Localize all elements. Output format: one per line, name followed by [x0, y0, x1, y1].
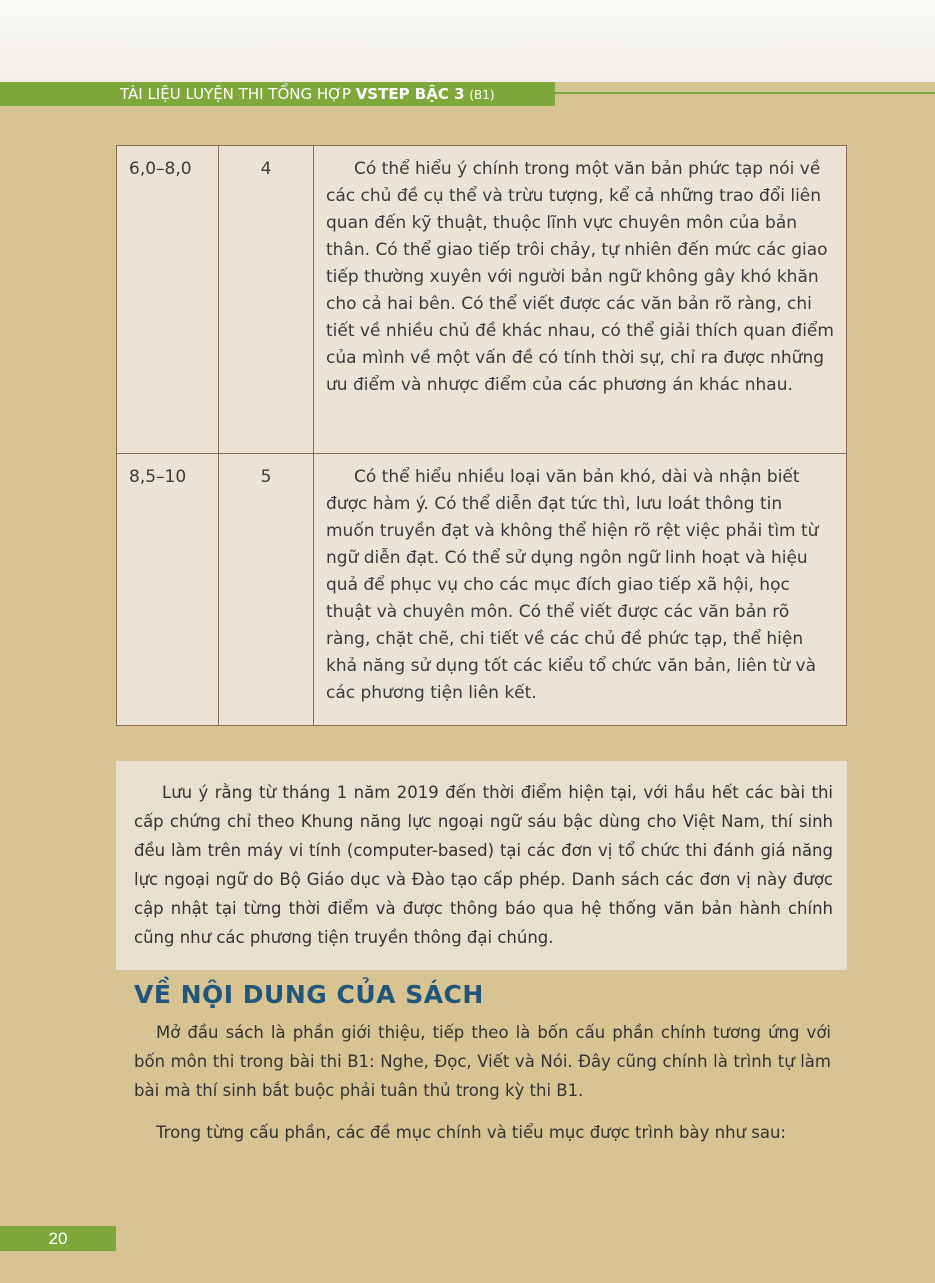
header-brand: VSTEP BẬC 3 — [355, 85, 465, 103]
level-cell: 5 — [219, 454, 314, 726]
header-level: (B1) — [469, 88, 495, 102]
table-row — [117, 454, 847, 726]
table-row — [117, 146, 847, 454]
section-paragraph: Mở đầu sách là phần giới thiệu, tiếp theo là bốn cấu phần chính tương ứng với bốn môn thi trong bài thi B1: Nghe, Đọc, Viết và Nói. Đây cũng chính là trình tự làm bài mà thí sinh bắt buộc phải tuân thủ trong kỳ thi B1. — [134, 1023, 831, 1100]
score-range-cell: 8,5–10 — [117, 454, 219, 726]
header-rule — [555, 92, 935, 94]
page-top-margin — [0, 0, 935, 82]
section-paragraph: Trong từng cấu phần, các đề mục chính và tiểu mục được trình bày như sau: — [156, 1123, 786, 1142]
level-cell: 4 — [219, 146, 314, 454]
header-prefix: TÀI LIỆU LUYỆN THI TỔNG HỢP — [120, 85, 351, 103]
level-description-cell: Có thể hiểu ý chính trong một văn bản phức tạp nói về các chủ đề cụ thể và trừu tượng, kể cả những trao đổi liên quan đến kỹ thuật, thuộc lĩnh vực chuyên môn của bản thân. Có thể giao tiếp trôi chảy, tự nhiên đến mức các giao tiếp thường xuyên với người bản ngữ không gây khó khăn cho cả hai bên. Có thể viết được các văn bản rõ ràng, chi tiết về nhiều chủ đề khác nhau, có thể giải thích quan điểm của mình về một vấn đề có tính thời sự, chỉ ra được những ưu điểm và nhược điểm của các phương án khác nhau. — [314, 146, 847, 454]
section-heading: VỀ NỘI DUNG CỦA SÁCH — [134, 980, 484, 1009]
level-description-table — [116, 145, 847, 726]
page-number: 20 — [0, 1226, 116, 1251]
level-description-cell: Có thể hiểu nhiều loại văn bản khó, dài và nhận biết được hàm ý. Có thể diễn đạt tức thì, lưu loát thông tin muốn truyền đạt và không thể hiện rõ rệt việc phải tìm từ ngữ diễn đạt. Có thể sử dụng ngôn ngữ linh hoạt và hiệu quả để phục vụ cho các mục đích giao tiếp xã hội, học thuật và chuyên môn. Có thể viết được các văn bản rõ ràng, chặt chẽ, chi tiết về các chủ đề phức tạp, thể hiện khả năng sử dụng tốt các kiểu tổ chức văn bản, liên từ và các phương tiện liên kết. — [314, 454, 847, 726]
score-range-cell: 6,0–8,0 — [117, 146, 219, 454]
note-box: Lưu ý rằng từ tháng 1 năm 2019 đến thời điểm hiện tại, với hầu hết các bài thi cấp chứng chỉ theo Khung năng lực ngoại ngữ sáu bậc dùng cho Việt Nam, thí sinh đều làm trên máy vi tính (computer-based) tại các đơn vị tổ chức thi đánh giá năng lực ngoại ngữ do Bộ Giáo dục và Đào tạo cấp phép. Danh sách các đơn vị này được cập nhật tại từng thời điểm và được thông báo qua hệ thống văn bản hành chính cũng như các phương tiện truyền thông đại chúng. — [116, 761, 847, 970]
running-header — [0, 82, 555, 106]
